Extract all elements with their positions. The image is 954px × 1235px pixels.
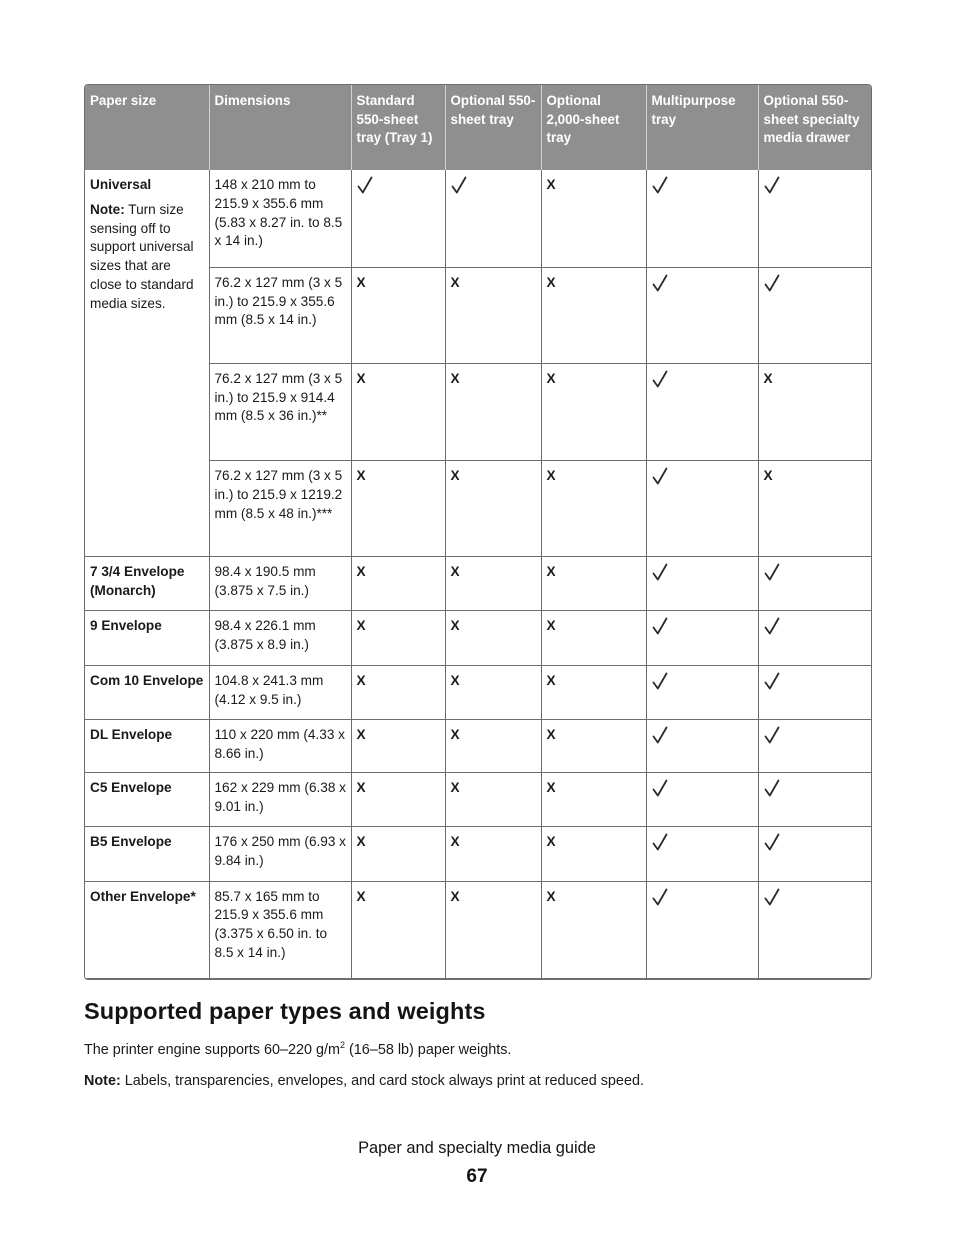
checkmark-icon xyxy=(764,176,780,196)
header-optional-550-tray: Optional 550-sheet tray xyxy=(445,85,541,170)
checkmark-icon xyxy=(652,672,668,692)
support-optional-2000-cell: X xyxy=(541,665,646,719)
table-header-row xyxy=(85,85,871,170)
checkmark-icon xyxy=(652,888,668,908)
paper-size-cell: DL Envelope xyxy=(85,719,209,772)
support-specialty-drawer-cell xyxy=(758,881,871,978)
support-optional-2000-cell: X xyxy=(541,773,646,827)
checkmark-icon xyxy=(764,672,780,692)
paper-size-cell: Com 10 Envelope xyxy=(85,665,209,719)
section-title: Supported paper types and weights xyxy=(84,998,486,1024)
checkmark-icon xyxy=(652,467,668,487)
checkmark-icon xyxy=(652,370,668,390)
support-specialty-drawer-cell: X xyxy=(758,461,871,557)
dimensions-cell: 98.4 x 190.5 mm (3.875 x 7.5 in.) xyxy=(209,557,351,611)
checkmark-icon xyxy=(451,176,467,196)
support-standard-550-cell: X xyxy=(351,881,445,978)
paper-weights-text: The printer engine supports 60–220 $g/m^2$ (16–58 lb) paper weights. xyxy=(84,1040,512,1058)
header-paper-size: Paper size xyxy=(85,85,209,170)
support-specialty-drawer-cell: X xyxy=(758,363,871,460)
support-specialty-drawer-cell xyxy=(758,827,871,881)
header-multipurpose-tray: Multipurpose tray xyxy=(646,85,758,170)
universal-note xyxy=(90,201,205,314)
dimensions-cell: 176 x 250 mm (6.93 x 9.84 in.) xyxy=(209,827,351,881)
checkmark-icon xyxy=(357,176,373,196)
support-multipurpose-cell xyxy=(646,611,758,665)
table-row xyxy=(85,827,871,881)
support-multipurpose-cell xyxy=(646,170,758,267)
support-standard-550-cell: X xyxy=(351,461,445,557)
checkmark-icon xyxy=(764,833,780,853)
checkmark-icon xyxy=(764,617,780,637)
checkmark-icon xyxy=(652,274,668,294)
table-row xyxy=(85,170,871,267)
checkmark-icon xyxy=(764,779,780,799)
table-row xyxy=(85,773,871,827)
dimensions-cell: 76.2 x 127 mm (3 x 5 in.) to 215.9 x 355.6 mm (8.5 x 14 in.) xyxy=(209,267,351,363)
support-standard-550-cell: X xyxy=(351,665,445,719)
table-footnotes xyxy=(85,979,871,980)
support-optional-550-cell: X xyxy=(445,461,541,557)
support-optional-550-cell: X xyxy=(445,881,541,978)
checkmark-icon xyxy=(764,888,780,908)
support-multipurpose-cell xyxy=(646,719,758,772)
checkmark-icon xyxy=(764,563,780,583)
table-row xyxy=(85,665,871,719)
checkmark-icon xyxy=(652,833,668,853)
note-label: Note: xyxy=(90,201,125,217)
support-optional-550-cell: X xyxy=(445,267,541,363)
dimensions-cell: 148 x 210 mm to 215.9 x 355.6 mm (5.83 x 8.27 in. to 8.5 x 14 in.) xyxy=(209,170,351,267)
dimensions-cell: 110 x 220 mm (4.33 x 8.66 in.) xyxy=(209,719,351,772)
dimensions-cell: 104.8 x 241.3 mm (4.12 x 9.5 in.) xyxy=(209,665,351,719)
support-multipurpose-cell xyxy=(646,267,758,363)
support-multipurpose-cell xyxy=(646,461,758,557)
support-specialty-drawer-cell xyxy=(758,665,871,719)
support-standard-550-cell: X xyxy=(351,557,445,611)
paper-size-support-table xyxy=(85,85,871,979)
support-specialty-drawer-cell xyxy=(758,611,871,665)
support-optional-550-cell: X xyxy=(445,611,541,665)
reduced-speed-note: Note: Labels, transparencies, envelopes, and card stock always print at reduced speed. xyxy=(84,1073,644,1089)
support-multipurpose-cell xyxy=(646,881,758,978)
support-specialty-drawer-cell xyxy=(758,267,871,363)
checkmark-icon xyxy=(652,779,668,799)
support-multipurpose-cell xyxy=(646,665,758,719)
support-optional-2000-cell: X xyxy=(541,461,646,557)
support-specialty-drawer-cell xyxy=(758,557,871,611)
support-optional-550-cell: X xyxy=(445,363,541,460)
support-standard-550-cell: X xyxy=(351,363,445,460)
support-specialty-drawer-cell xyxy=(758,719,871,772)
support-optional-550-cell: X xyxy=(445,773,541,827)
table-row xyxy=(85,611,871,665)
support-optional-2000-cell: X xyxy=(541,719,646,772)
header-standard-550-tray: Standard 550-sheet tray (Tray 1) xyxy=(351,85,445,170)
dimensions-cell: 76.2 x 127 mm (3 x 5 in.) to 215.9 x 914.4 mm (8.5 x 36 in.)** xyxy=(209,363,351,460)
checkmark-icon xyxy=(764,726,780,746)
support-multipurpose-cell xyxy=(646,363,758,460)
note-text: Turn size sensing off to support universal sizes that are close to standard media sizes. xyxy=(90,201,194,311)
table-row xyxy=(85,881,871,978)
table-row xyxy=(85,557,871,611)
page-number: 67 xyxy=(466,1166,488,1187)
dimensions-cell: 85.7 x 165 mm to 215.9 x 355.6 mm (3.375 x 6.50 in. to 8.5 x 14 in.) xyxy=(209,881,351,978)
footer-guide-title: Paper and specialty media guide xyxy=(358,1139,596,1157)
checkmark-icon xyxy=(652,563,668,583)
support-optional-2000-cell: X xyxy=(541,611,646,665)
support-multipurpose-cell xyxy=(646,827,758,881)
support-standard-550-cell: X xyxy=(351,267,445,363)
paper-size-cell: 9 Envelope xyxy=(85,611,209,665)
table-row xyxy=(85,719,871,772)
support-optional-2000-cell: X xyxy=(541,827,646,881)
paper-size-cell xyxy=(85,170,209,557)
paper-size-cell: C5 Envelope xyxy=(85,773,209,827)
support-optional-2000-cell: X xyxy=(541,267,646,363)
support-optional-550-cell: X xyxy=(445,827,541,881)
support-specialty-drawer-cell xyxy=(758,170,871,267)
dimensions-cell: 98.4 x 226.1 mm (3.875 x 8.9 in.) xyxy=(209,611,351,665)
support-standard-550-cell: X xyxy=(351,827,445,881)
support-standard-550-cell: X xyxy=(351,773,445,827)
support-standard-550-cell xyxy=(351,170,445,267)
note-label: Note: xyxy=(84,1073,121,1089)
support-multipurpose-cell xyxy=(646,773,758,827)
paper-size-cell: 7 3/4 Envelope (Monarch) xyxy=(85,557,209,611)
support-multipurpose-cell xyxy=(646,557,758,611)
support-specialty-drawer-cell xyxy=(758,773,871,827)
support-optional-550-cell: X xyxy=(445,665,541,719)
header-specialty-media-drawer: Optional 550-sheet specialty media drawer xyxy=(758,85,871,170)
checkmark-icon xyxy=(652,176,668,196)
support-optional-2000-cell: X xyxy=(541,363,646,460)
support-optional-550-cell: X xyxy=(445,557,541,611)
header-dimensions: Dimensions xyxy=(209,85,351,170)
support-optional-2000-cell: X xyxy=(541,557,646,611)
paper-size-cell: B5 Envelope xyxy=(85,827,209,881)
paper-size-cell: Other Envelope* xyxy=(85,881,209,978)
support-optional-550-cell: X xyxy=(445,719,541,772)
support-standard-550-cell: X xyxy=(351,611,445,665)
checkmark-icon xyxy=(764,274,780,294)
support-optional-550-cell xyxy=(445,170,541,267)
support-standard-550-cell: X xyxy=(351,719,445,772)
dimensions-cell: 162 x 229 mm (6.38 x 9.01 in.) xyxy=(209,773,351,827)
paper-size-name: Universal xyxy=(90,177,152,192)
support-optional-2000-cell: X xyxy=(541,170,646,267)
header-optional-2000-tray: Optional 2,000-sheet tray xyxy=(541,85,646,170)
checkmark-icon xyxy=(652,617,668,637)
checkmark-icon xyxy=(652,726,668,746)
support-optional-2000-cell: X xyxy=(541,881,646,978)
paper-size-support-table-frame xyxy=(84,84,872,980)
dimensions-cell: 76.2 x 127 mm (3 x 5 in.) to 215.9 x 1219.2 mm (8.5 x 48 in.)*** xyxy=(209,461,351,557)
